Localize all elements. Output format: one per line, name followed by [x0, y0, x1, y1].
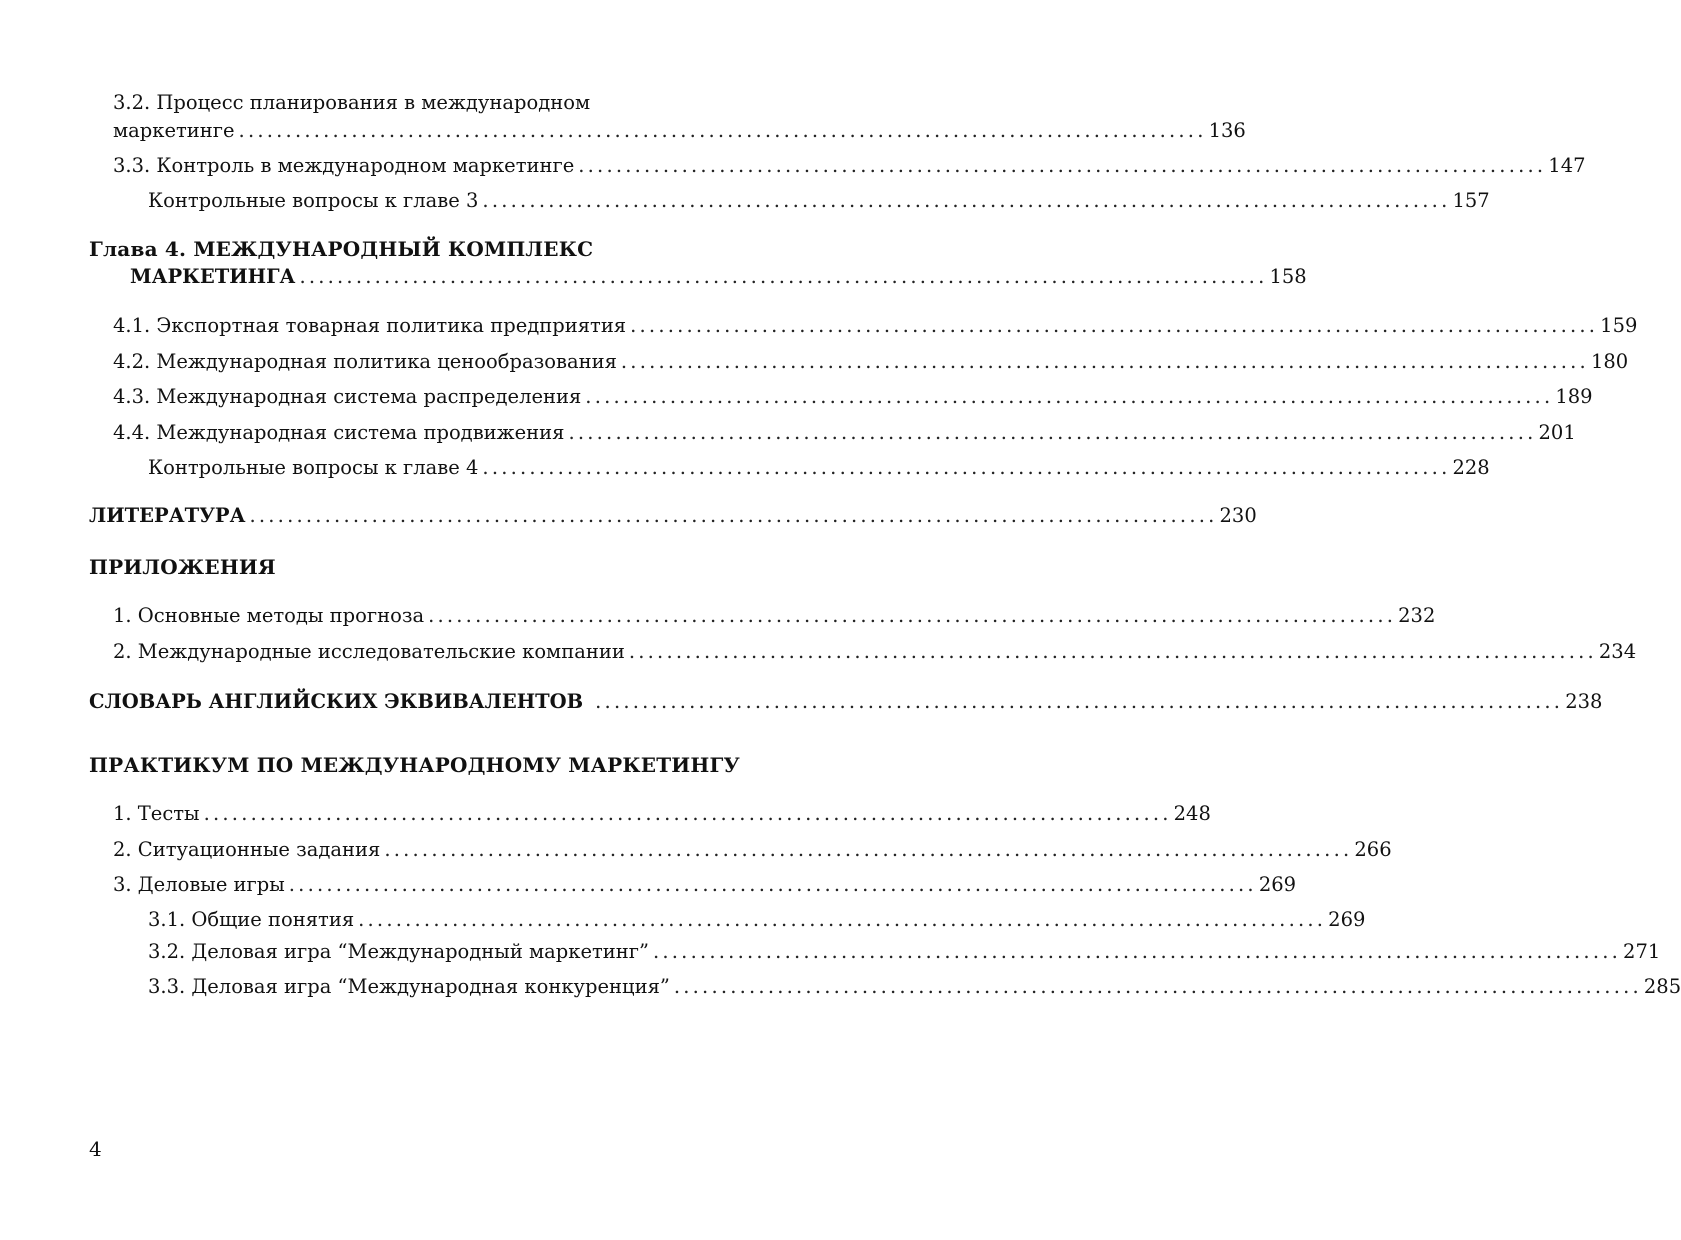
toc-entry-title: 3.2. Деловая игра “Международный маркетинг”: [148, 940, 649, 963]
dot-leader: .......................................................................................................: [203, 802, 1172, 825]
toc-entry-practicum-2[interactable]: [113, 838, 1392, 862]
dot-leader: .......................................................................................................: [578, 154, 1547, 177]
toc-page-ref: 248: [1173, 802, 1211, 825]
toc-entry-4-2[interactable]: [113, 350, 1629, 374]
dot-leader: .......................................................................................................: [358, 908, 1327, 931]
toc-entry-title: Контрольные вопросы к главе 4: [148, 456, 479, 479]
toc-entry-3-2-line1: 3.2. Процесс планирования в международном: [113, 91, 591, 114]
dot-leader: .......................................................................................................: [620, 350, 1589, 373]
toc-page-ref: 232: [1398, 604, 1436, 627]
dot-leader: .......................................................................................................: [249, 504, 1218, 527]
toc-entry-title: 4.3. Международная система распределения: [113, 385, 582, 408]
dot-leader: .......................................................................................................: [384, 838, 1353, 861]
toc-page-ref: 158: [1269, 265, 1307, 288]
toc-page-ref: 136: [1208, 119, 1246, 142]
toc-entry-title: 3.1. Общие понятия: [148, 908, 355, 931]
toc-entry-title: ЛИТЕРАТУРА: [89, 504, 246, 527]
toc-entry-3-3[interactable]: [113, 154, 1586, 178]
toc-entry-title: Контрольные вопросы к главе 3: [148, 189, 479, 212]
toc-entry-practicum-1[interactable]: [113, 802, 1211, 826]
toc-entry-questions-3[interactable]: [148, 189, 1490, 213]
dot-leader: .......................................................................................................: [673, 975, 1642, 998]
toc-entry-practicum-3-1[interactable]: [148, 908, 1366, 932]
practicum-heading: ПРАКТИКУМ ПО МЕЖДУНАРОДНОМУ МАРКЕТИНГУ: [89, 753, 740, 777]
toc-entry-title: маркетинге: [113, 119, 235, 142]
toc-entry-practicum-3-3[interactable]: [148, 975, 1681, 999]
toc-entry-title: 4.4. Международная система продвижения: [113, 421, 565, 444]
toc-entry-questions-4[interactable]: [148, 456, 1490, 480]
dot-leader: .......................................................................................................: [652, 940, 1622, 963]
toc-page-ref: 189: [1555, 385, 1593, 408]
toc-entry-appendix-2[interactable]: [113, 640, 1637, 664]
toc-entry-title: 2. Международные исследовательские компании: [113, 640, 625, 663]
dot-leader: .......................................................................................................: [568, 421, 1537, 444]
toc-page-ref: 269: [1258, 873, 1297, 896]
toc-entry-3-2[interactable]: [113, 119, 1246, 143]
toc-entry-appendix-1[interactable]: [113, 604, 1436, 628]
dot-leader: .......................................................................................................: [585, 385, 1554, 408]
dot-leader: .......................................................................................................: [299, 265, 1268, 288]
toc-entry-title: 3.3. Контроль в международном маркетинге: [113, 154, 575, 177]
toc-entry-title: 3. Деловые игры: [113, 873, 285, 896]
page-number: 4: [89, 1137, 102, 1161]
toc-entry-title: 1. Тесты: [113, 802, 200, 825]
toc-entry-title: 2. Ситуационные задания: [113, 838, 381, 861]
dot-leader: .......................................................................................................: [482, 456, 1451, 479]
toc-entry-title: СЛОВАРЬ АНГЛИЙСКИХ ЭКВИВАЛЕНТОВ: [89, 690, 584, 713]
dot-leader: .......................................................................................................: [628, 640, 1597, 663]
toc-page-ref: 271: [1623, 940, 1661, 963]
toc-entry-practicum-3-2[interactable]: [148, 940, 1661, 964]
toc-page-ref: 234: [1598, 640, 1637, 663]
toc-page-ref: 147: [1548, 154, 1586, 177]
toc-page-ref: 159: [1600, 314, 1638, 337]
dot-leader: .......................................................................................................: [630, 314, 1599, 337]
dot-leader: .......................................................................................................: [428, 604, 1397, 627]
toc-entry-literature[interactable]: [89, 504, 1257, 528]
toc-page-ref: 269: [1328, 908, 1366, 931]
toc-page-ref: 157: [1452, 189, 1490, 212]
toc-page-ref: 228: [1452, 456, 1490, 479]
toc-entry-title: МАРКЕТИНГА: [130, 265, 296, 288]
toc-entry-practicum-3[interactable]: [113, 873, 1297, 897]
toc-entry-title: 1. Основные методы прогноза: [113, 604, 425, 627]
toc-entry-chapter-4[interactable]: [130, 265, 1307, 289]
toc-page-ref: 201: [1538, 421, 1576, 444]
toc-entry-title: 3.3. Деловая игра “Международная конкуренция”: [148, 975, 670, 998]
toc-page-ref: 180: [1590, 350, 1629, 373]
dot-leader: .......................................................................................................: [238, 119, 1207, 142]
appendices-heading: ПРИЛОЖЕНИЯ: [89, 555, 276, 579]
chapter-4-heading-line1: Глава 4. МЕЖДУНАРОДНЫЙ КОМПЛЕКС: [89, 237, 594, 261]
toc-entry-4-3[interactable]: [113, 385, 1593, 409]
toc-entry-title: 4.1. Экспортная товарная политика предприятия: [113, 314, 627, 337]
toc-entry-title: 4.2. Международная политика ценообразования: [113, 350, 617, 373]
dot-leader: .......................................................................................................: [482, 189, 1451, 212]
toc-page-ref: 230: [1219, 504, 1257, 527]
toc-page-ref: 238: [1565, 690, 1603, 713]
toc-page-ref: 285: [1643, 975, 1681, 998]
toc-page-ref: 266: [1354, 838, 1392, 861]
toc-entry-4-4[interactable]: [113, 421, 1576, 445]
dot-leader: .......................................................................................................: [595, 690, 1564, 713]
toc-entry-4-1[interactable]: [113, 314, 1638, 338]
toc-entry-glossary[interactable]: [89, 690, 1603, 714]
dot-leader: .......................................................................................................: [288, 873, 1257, 896]
